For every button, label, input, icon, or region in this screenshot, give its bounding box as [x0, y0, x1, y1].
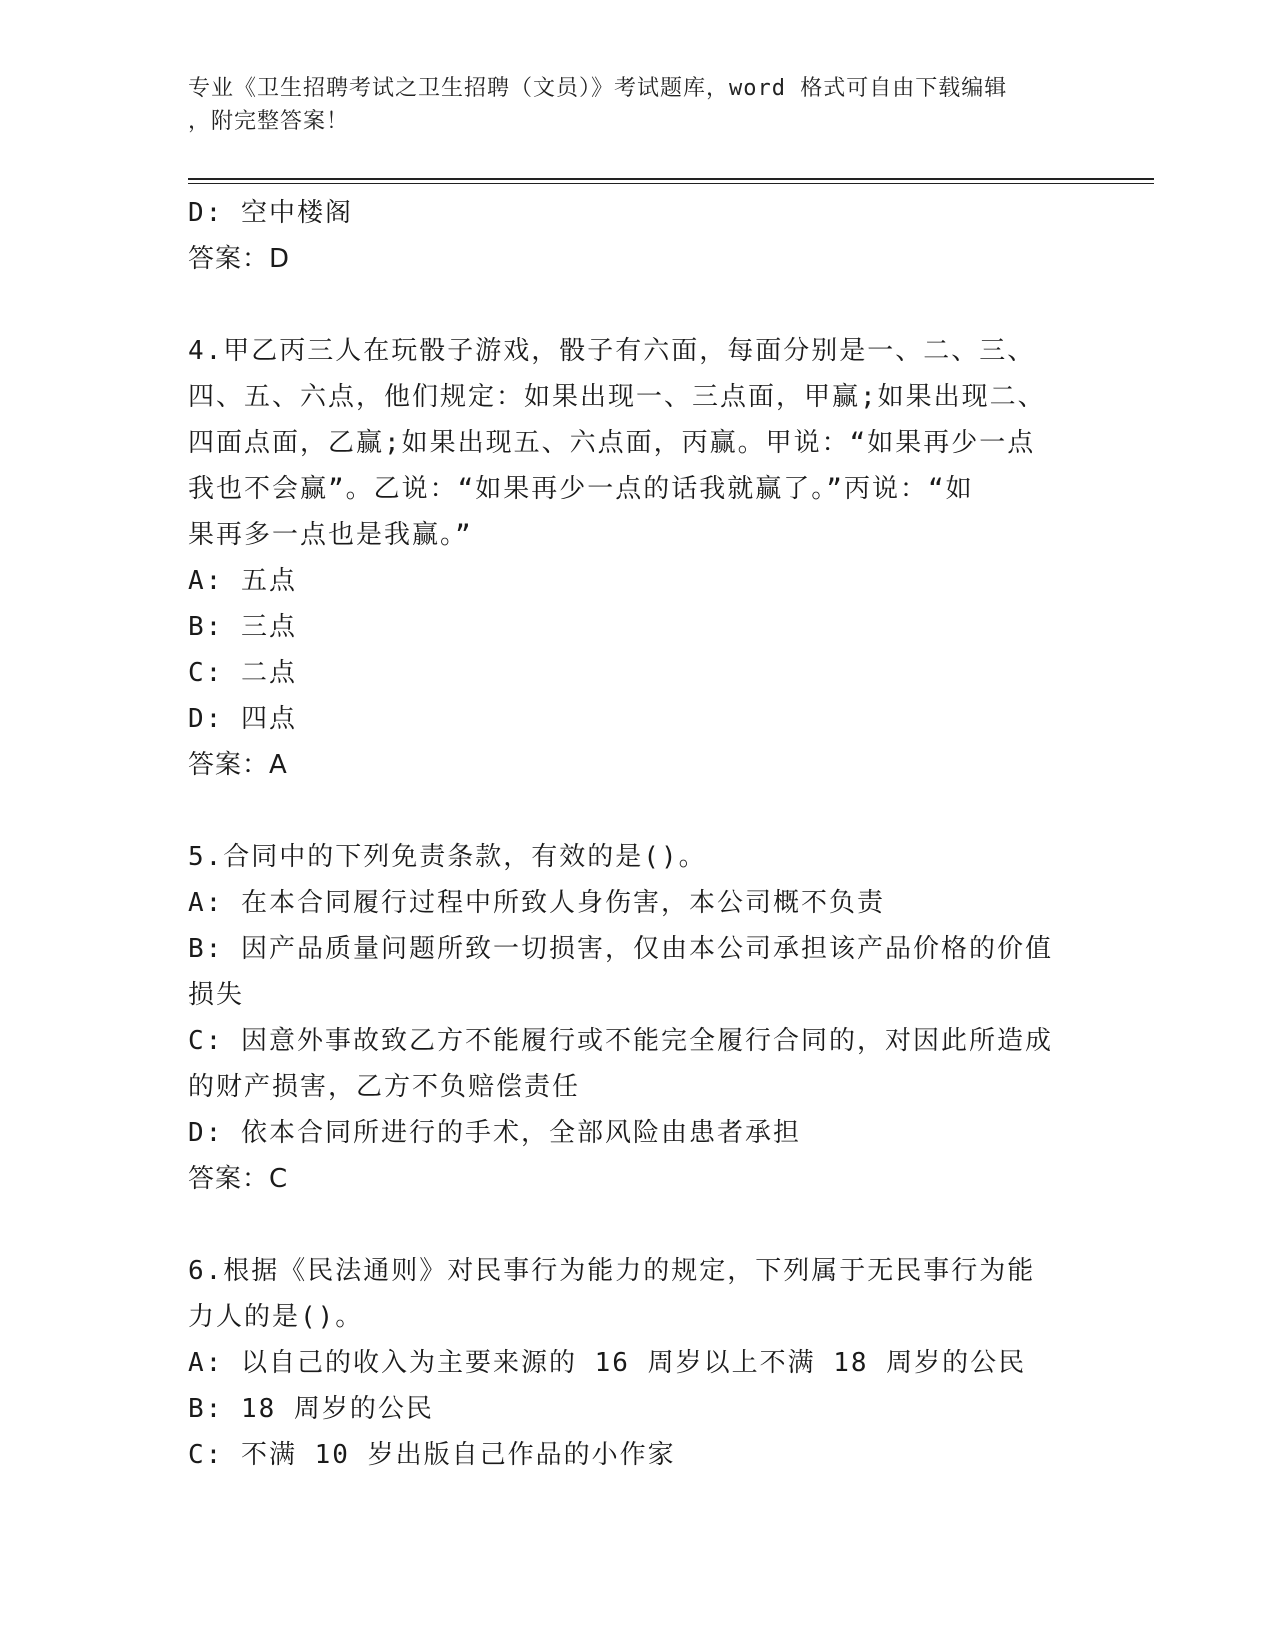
q6-stem-line: 力人的是()。 [188, 1302, 364, 1332]
q4-answer: 答案：A [188, 750, 288, 780]
q3-option-d: D: 空中楼阁 [188, 198, 353, 228]
q4-stem-line: 四、五、六点，他们规定：如果出现一、三点面，甲赢;如果出现二、 [188, 382, 1046, 412]
spacer [188, 1202, 1068, 1248]
q4-stem-line: 果再多一点也是我赢。” [188, 520, 473, 550]
header-line-2: ，附完整答案！ [188, 109, 350, 134]
q5-option-c-line: 的财产损害，乙方不负赔偿责任 [188, 1072, 581, 1102]
q4-option-a: A: 五点 [188, 566, 297, 596]
q4-option-b: B: 三点 [188, 612, 297, 642]
q5-option-b-line: 损失 [188, 980, 245, 1010]
q6-option-c: C: 不满 10 岁出版自己作品的小作家 [188, 1440, 676, 1470]
header-rule-thin [188, 183, 1154, 184]
question-content [188, 190, 1068, 1478]
q6-option-b: B: 18 周岁的公民 [188, 1394, 434, 1424]
question-4 [188, 328, 1068, 788]
header-rule-thick [188, 178, 1154, 180]
question-6 [188, 1248, 1068, 1478]
spacer [188, 282, 1068, 328]
q4-stem-line: 四面点面，乙赢;如果出现五、六点面，丙赢。甲说：“如果再少一点 [188, 428, 1036, 458]
q5-option-c-line: C: 因意外事故致乙方不能履行或不能完全履行合同的，对因此所造成 [188, 1026, 1053, 1056]
q5-answer: 答案：C [188, 1164, 289, 1194]
q4-stem-line: 4.甲乙丙三人在玩骰子游戏，骰子有六面，每面分别是一、二、三、 [188, 336, 1036, 366]
q4-stem-line: 我也不会赢”。乙说：“如果再少一点的话我就赢了。”丙说：“如 [188, 474, 974, 504]
q3-answer: 答案：D [188, 244, 291, 274]
question-3 [188, 190, 1068, 282]
q5-option-b-line: B: 因产品质量问题所致一切损害，仅由本公司承担该产品价格的价值 [188, 934, 1053, 964]
question-5 [188, 834, 1068, 1202]
q6-stem-line: 6.根据《民法通则》对民事行为能力的规定，下列属于无民事行为能 [188, 1256, 1036, 1286]
q5-stem: 5.合同中的下列免责条款，有效的是()。 [188, 842, 707, 872]
header-line-1: 专业《卫生招聘考试之卫生招聘（文员）》考试题库，word 格式可自由下载编辑 [188, 76, 1008, 101]
page-header [188, 72, 1068, 138]
q6-option-a: A: 以自己的收入为主要来源的 16 周岁以上不满 18 周岁的公民 [188, 1348, 1027, 1378]
q5-option-d: D: 依本合同所进行的手术，全部风险由患者承担 [188, 1118, 801, 1148]
q4-option-d: D: 四点 [188, 704, 297, 734]
q5-option-a: A: 在本合同履行过程中所致人身伤害，本公司概不负责 [188, 888, 885, 918]
spacer [188, 788, 1068, 834]
q4-option-c: C: 二点 [188, 658, 297, 688]
